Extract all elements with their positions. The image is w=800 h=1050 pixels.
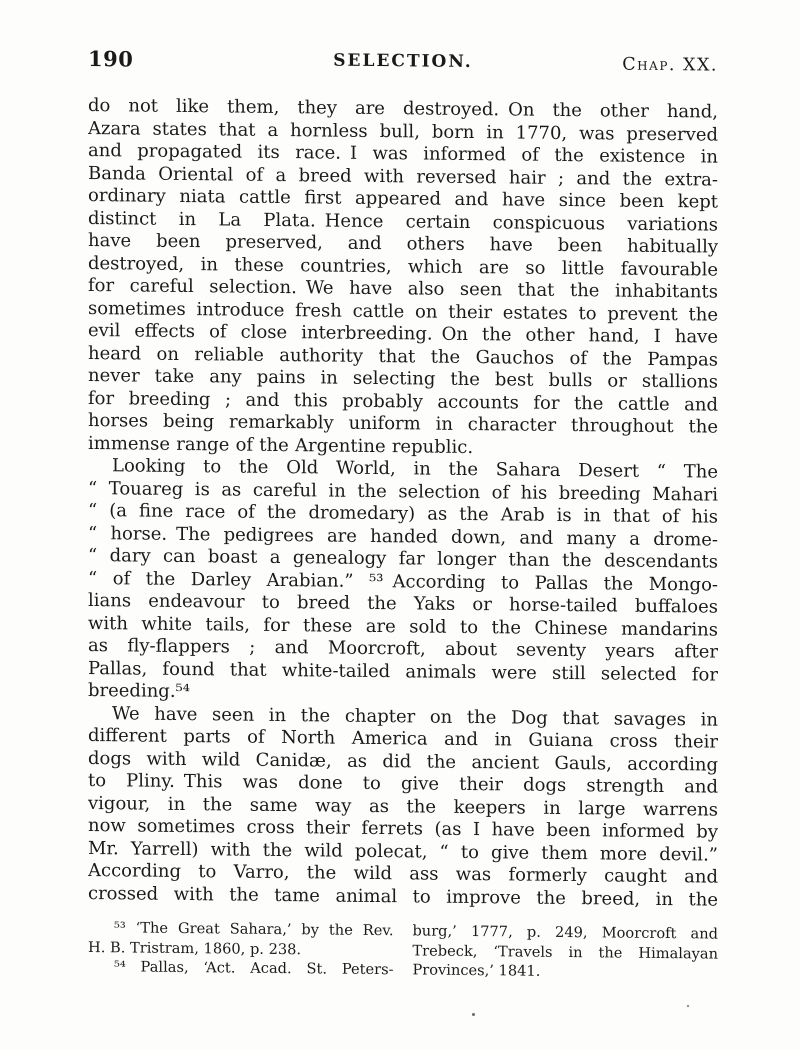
text-line: now sometimes cross their ferrets (as I have been informed by: [88, 815, 718, 843]
text-line: “ horse. The pedigrees are handed down, and many a drome-: [88, 522, 718, 551]
text-line: lians endeavour to breed the Yaks or horse-tailed buffaloes: [88, 590, 718, 618]
text-line: sometimes introduce fresh cattle on their estates to prevent the: [88, 297, 718, 326]
text-line: have been preserved, and others have been habitually: [88, 230, 718, 258]
text-line: immense range of the Argentine republic.: [88, 432, 474, 458]
text-line: vigour, in the same way as the keepers in large warrens: [88, 792, 718, 821]
text-line: “ dary can boast a genealogy far longer than the descendants: [88, 545, 718, 573]
footnote-line: Trebeck, ‘Travels in the Himalayan: [412, 941, 718, 963]
footnote-line: Provinces,’ 1841.: [412, 961, 541, 980]
text-line: We have seen in the chapter on the Dog that savages in: [112, 702, 718, 731]
text-line: heard on reliable authority that the Gauchos of the Pampas: [88, 342, 718, 371]
footnote-line: H. B. Tristram, 1860, p. 238.: [88, 938, 302, 958]
text-line: horses being remarkably uniform in character throughout the: [88, 410, 718, 438]
text-line: Mr. Yarrell) with the wild polecat, “ to give them more devil.”: [88, 837, 718, 866]
page-content: [88, 46, 718, 983]
text-line: never take any pains in selecting the best bulls or stallions: [88, 365, 718, 393]
text-line: different parts of North America and in Guiana cross their: [88, 725, 718, 753]
text-line: for careful selection. We have also seen that the inhabitants: [88, 275, 718, 303]
body-text: [88, 95, 718, 912]
page-number: 190: [88, 46, 134, 72]
text-line: and propagated its race. I was informed of the existence in: [88, 140, 718, 168]
text-line: According to Varro, the wild ass was formerly caught and: [88, 860, 718, 888]
text-line: with white tails, for these are sold to the Chinese mandarins: [88, 612, 718, 641]
footnote-column-left: [88, 918, 394, 980]
text-line: “ of the Darley Arabian.” ⁵³ According to Pallas the Mongo-: [88, 567, 718, 596]
text-line: distinct in La Plata. Hence certain conspicuous variations: [88, 207, 718, 236]
text-line: do not like them, they are destroyed. On the other hand,: [88, 95, 718, 123]
text-line: as fly-flappers ; and Moorcroft, about seventy years after: [88, 635, 718, 663]
footnotes: [88, 918, 718, 983]
text-line: Looking to the Old World, in the Sahara Desert “ The: [112, 455, 718, 483]
footnote-line: ⁵³ ‘The Great Sahara,’ by the Rev.: [114, 919, 394, 940]
footnote-line: burg,’ 1777, p. 249, Moorcroft and: [412, 922, 718, 943]
footnote-line: ⁵⁴ Pallas, ‘Act. Acad. St. Peters-: [114, 958, 394, 979]
text-line: ordinary niata cattle first appeared and have since been kept: [88, 185, 718, 213]
running-title: SELECTION.: [333, 50, 473, 73]
chapter-label: Chap. XX.: [622, 54, 718, 76]
text-line: evil effects of close interbreeding. On the other hand, I have: [88, 320, 718, 348]
text-line: for breeding ; and this probably accounts for the cattle and: [88, 387, 718, 416]
footnote-column-right: [412, 921, 718, 983]
text-line: “ Touareg is as careful in the selection of his breeding Mahari: [88, 477, 718, 506]
running-header: [88, 46, 718, 79]
text-line: destroyed, in these countries, which are so little favourable: [88, 252, 718, 281]
text-line: to Pliny. This was done to give their dogs strength and: [88, 770, 718, 798]
text-line: Banda Oriental of a breed with reversed hair ; and the extra-: [88, 162, 718, 191]
text-line: dogs with wild Canidæ, as did the ancient Gauls, according: [88, 747, 718, 776]
text-line: “ (a fine race of the dromedary) as the Arab is in that of his: [88, 500, 718, 528]
scan-speck: [687, 1005, 689, 1007]
text-line: Pallas, found that white-tailed animals were still selected for: [88, 657, 718, 686]
text-line: crossed with the tame animal to improve the breed, in the: [88, 882, 718, 911]
text-line: Azara states that a hornless bull, born in 1770, was preserved: [88, 117, 718, 146]
scan-speck: [472, 1013, 475, 1016]
text-line: breeding.⁵⁴: [88, 680, 190, 703]
